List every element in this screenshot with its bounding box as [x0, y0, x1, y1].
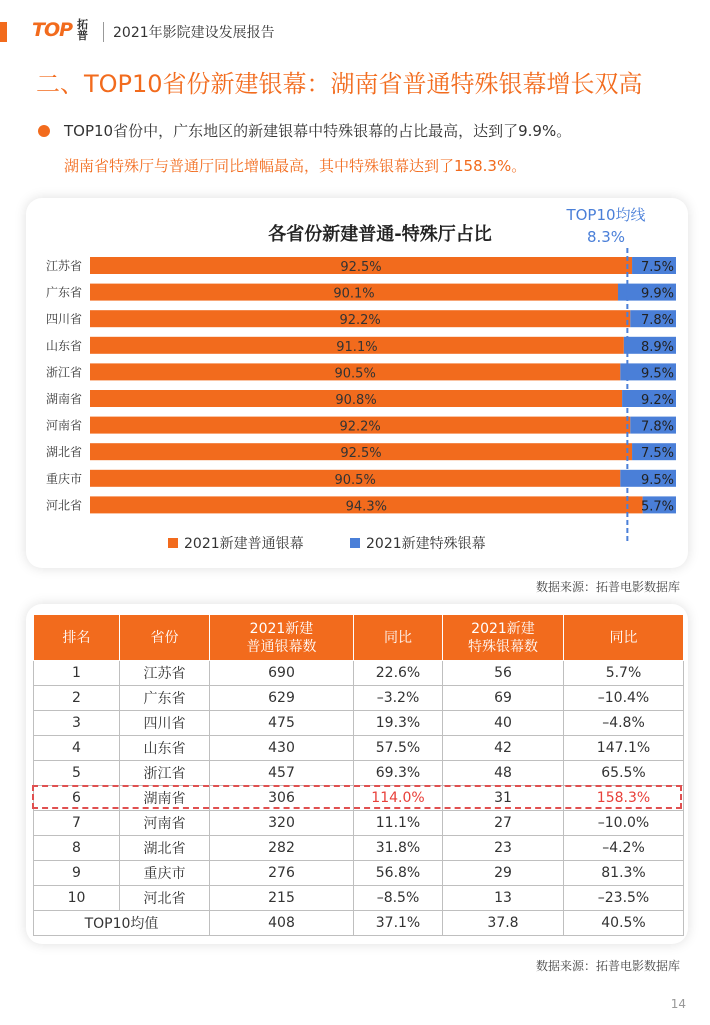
table-cell: 629	[210, 686, 354, 711]
table-cell: 10	[34, 886, 120, 911]
reference-label: TOP10均线	[566, 206, 646, 224]
table-cell: 320	[210, 811, 354, 836]
category-label: 湖南省	[45, 392, 82, 406]
table-row	[34, 836, 684, 861]
data-label-special: 7.5%	[640, 446, 674, 462]
table-cell: 56.8%	[354, 861, 443, 886]
table-cell: 2	[34, 686, 120, 711]
table-cell: 57.5%	[354, 736, 443, 761]
data-label-normal: 94.3%	[345, 499, 387, 515]
table-row	[34, 711, 684, 736]
data-label-special: 7.5%	[640, 260, 674, 275]
table-cell: 13	[443, 886, 564, 911]
legend-swatch-normal	[168, 538, 178, 548]
table-cell: 69	[443, 686, 564, 711]
table-source: 数据来源：拓普电影数据库	[535, 959, 680, 973]
table-cell: 四川省	[120, 711, 210, 736]
legend-label-special: 2021新建特殊银幕	[366, 536, 486, 552]
data-label-normal: 92.2%	[339, 313, 381, 329]
data-table	[33, 614, 684, 936]
table-cell: 69.3%	[354, 761, 443, 786]
table-cell: 山东省	[120, 736, 210, 761]
table-cell: 1	[34, 661, 120, 686]
table-cell: 浙江省	[120, 761, 210, 786]
data-label-normal: 90.1%	[333, 286, 375, 302]
table-cell: –10.4%	[564, 686, 684, 711]
chart-title: 各省份新建普通-特殊厅占比	[268, 224, 492, 245]
table-cell: 282	[210, 836, 354, 861]
table-row	[34, 886, 684, 911]
data-label-special: 9.9%	[640, 286, 674, 302]
table-cell: –4.2%	[564, 836, 684, 861]
table-cell: 475	[210, 711, 354, 736]
table-footer-row	[34, 911, 684, 936]
category-label: 河北省	[45, 498, 82, 513]
chart-source: 数据来源：拓普电影数据库	[535, 580, 680, 594]
table-header-cell: 省份	[120, 615, 210, 661]
page-number: 14	[670, 997, 686, 1011]
table-cell: 56	[443, 661, 564, 686]
table-cell: 9	[34, 861, 120, 886]
data-label-normal: 90.5%	[334, 366, 376, 382]
table-cell: 306	[210, 786, 354, 811]
data-label-special: 9.5%	[640, 472, 674, 488]
table-cell: 重庆市	[120, 861, 210, 886]
category-label: 河南省	[45, 418, 82, 433]
data-label-special: 7.8%	[640, 419, 674, 435]
bullet-text-1: TOP10省份中，广东地区的新建银幕中特殊银幕的占比最高，达到了9.9%。	[64, 122, 572, 140]
table-cell: 河北省	[120, 886, 210, 911]
table-cell: 215	[210, 886, 354, 911]
table-row	[34, 661, 684, 686]
table-row	[34, 861, 684, 886]
logo-cn: 拓普	[77, 18, 89, 42]
table-cell: 147.1%	[564, 736, 684, 761]
table-cell: 11.1%	[354, 811, 443, 836]
table-cell: 48	[443, 761, 564, 786]
table-cell: 276	[210, 861, 354, 886]
category-label: 浙江省	[45, 365, 82, 380]
table-header-row	[34, 615, 684, 661]
table-cell: 114.0%	[354, 786, 443, 811]
table-cell: 4	[34, 736, 120, 761]
table-cell: 27	[443, 811, 564, 836]
table-cell: 5	[34, 761, 120, 786]
table-row	[34, 686, 684, 711]
table-cell: 29	[443, 861, 564, 886]
category-label: 湖北省	[45, 445, 82, 460]
table-row	[34, 761, 684, 786]
table-cell: 40	[443, 711, 564, 736]
data-label-special: 9.5%	[640, 366, 674, 382]
reference-value: 8.3%	[586, 228, 626, 246]
table-cell: 22.6%	[354, 661, 443, 686]
table-cell: 3	[34, 711, 120, 736]
data-label-normal: 91.1%	[336, 339, 378, 355]
logo-text: TOP	[32, 19, 73, 41]
table-cell: 江苏省	[120, 661, 210, 686]
category-label: 四川省	[45, 312, 82, 327]
category-label: 江苏省	[45, 259, 82, 273]
section-title: 二、TOP10省份新建银幕：湖南省普通特殊银幕增长双高	[36, 70, 643, 98]
table-cell: 7	[34, 811, 120, 836]
report-title: 2021年影院建设发展报告	[113, 25, 275, 41]
table-cell: –4.8%	[564, 711, 684, 736]
table-footer-cell: 37.1%	[354, 911, 443, 936]
data-label-normal: 92.5%	[340, 260, 382, 275]
data-label-special: 8.9%	[640, 339, 674, 355]
table-row	[34, 786, 684, 811]
table-cell: 690	[210, 661, 354, 686]
table-row	[34, 736, 684, 761]
category-label: 重庆市	[45, 471, 82, 486]
table-cell: –10.0%	[564, 811, 684, 836]
table-cell: 31	[443, 786, 564, 811]
data-label-special: 9.2%	[640, 393, 674, 408]
data-label-normal: 90.5%	[334, 472, 376, 488]
table-header-cell: 排名	[34, 615, 120, 661]
data-label-normal: 92.2%	[339, 419, 381, 435]
table-cell: –3.2%	[354, 686, 443, 711]
table-cell: 430	[210, 736, 354, 761]
table-cell: 65.5%	[564, 761, 684, 786]
table-cell: 42	[443, 736, 564, 761]
table-cell: 8	[34, 836, 120, 861]
table-header-cell: 同比	[564, 615, 684, 661]
data-label-special: 5.7%	[640, 499, 674, 515]
table-footer-cell: 408	[210, 911, 354, 936]
table-header-cell: 2021新建 普通银幕数	[210, 615, 354, 661]
category-label: 广东省	[45, 285, 82, 300]
table-cell: 31.8%	[354, 836, 443, 861]
table-cell: 23	[443, 836, 564, 861]
bullet-text-2: 湖南省特殊厅与普通厅同比增幅最高，其中特殊银幕达到了158.3%。	[64, 157, 527, 175]
table-cell: 5.7%	[564, 661, 684, 686]
table-cell: 湖北省	[120, 836, 210, 861]
table-cell: 158.3%	[564, 786, 684, 811]
table-footer-cell: TOP10均值	[34, 911, 210, 936]
legend-label-normal: 2021新建普通银幕	[184, 536, 304, 552]
legend-swatch-special	[350, 538, 360, 548]
table-cell: 19.3%	[354, 711, 443, 736]
table-cell: –23.5%	[564, 886, 684, 911]
table-cell: 广东省	[120, 686, 210, 711]
table-footer-cell: 40.5%	[564, 911, 684, 936]
table-cell: –8.5%	[354, 886, 443, 911]
table-header-cell: 2021新建 特殊银幕数	[443, 615, 564, 661]
table-row	[34, 811, 684, 836]
table-cell: 81.3%	[564, 861, 684, 886]
table-cell: 6	[34, 786, 120, 811]
data-label-normal: 90.8%	[335, 393, 377, 408]
table-header-cell: 同比	[354, 615, 443, 661]
data-label-normal: 92.5%	[340, 446, 382, 462]
category-label: 山东省	[45, 338, 82, 353]
table-cell: 河南省	[120, 811, 210, 836]
data-label-special: 7.8%	[640, 313, 674, 329]
table-footer-cell: 37.8	[443, 911, 564, 936]
table-cell: 457	[210, 761, 354, 786]
table-cell: 湖南省	[120, 786, 210, 811]
